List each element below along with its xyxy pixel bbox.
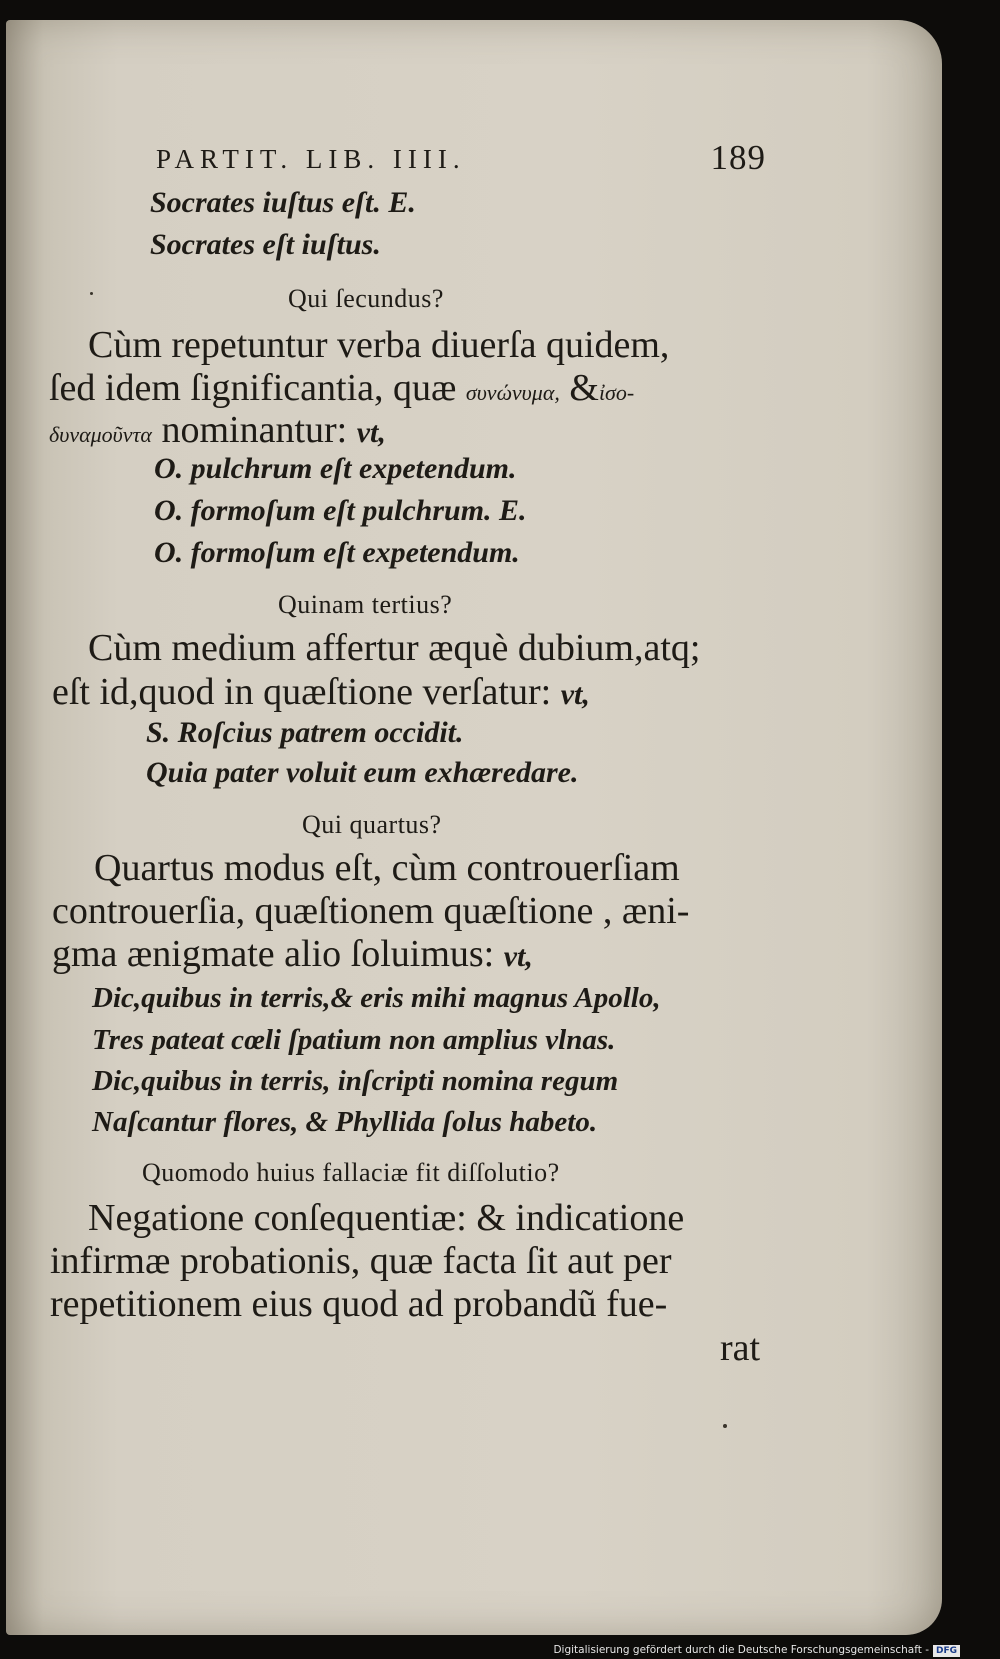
credit-text: Digitalisierung gefördert durch die Deutsche Forschungsgemeinschaft -	[553, 1644, 929, 1656]
greek-word: δυναμοῦντα	[49, 422, 152, 447]
text-line: eſt id,quod in quæſtione verſatur: vt,	[52, 671, 590, 713]
text-line: O. formoſum eſt pulchrum. E.	[154, 494, 527, 527]
dfg-logo: DFG	[933, 1645, 960, 1657]
text-line: infirmæ probationis, quæ facta ſit aut per	[50, 1240, 672, 1282]
text-line: controuerſia, quæſtionem quæſtione , æni-	[52, 890, 690, 932]
text-line: repetitionem eius quod ad probandũ fue-	[50, 1283, 668, 1325]
running-header	[156, 138, 766, 177]
text-line: O. formoſum eſt expetendum.	[154, 536, 520, 569]
question-heading: Quinam tertius?	[278, 590, 453, 619]
text-line: S. Roſcius patrem occidit.	[146, 716, 464, 749]
verse-line: Naſcantur flores, & Phyllida ſolus habeto.	[92, 1106, 598, 1138]
text-line: ſed idem ſignificantia, quæ συνώνυμα, &ἰσο-	[49, 367, 635, 409]
verse-line: Dic,quibus in terris,& eris mihi magnus Apollo,	[92, 982, 661, 1014]
text-line: Socrates eſt iuſtus.	[150, 228, 381, 261]
question-heading: Qui quartus?	[302, 810, 442, 839]
question-heading: Qui ſecundus?	[288, 284, 444, 313]
text-line: Socrates iuſtus eſt. E.	[150, 186, 416, 219]
text-line: Quartus modus eſt, cùm controuerſiam	[94, 847, 680, 889]
page-number: 189	[710, 138, 766, 177]
ink-speck	[90, 292, 93, 295]
page-text	[6, 20, 942, 1635]
running-title: PARTIT. LIB. IIII.	[156, 144, 466, 174]
text-line: Negatione conſequentiæ: & indicatione	[88, 1197, 685, 1239]
greek-word: ἰσο-	[598, 380, 635, 405]
text-line: δυναμοῦντα nominantur: vt,	[49, 409, 386, 451]
catchword: rat	[720, 1327, 761, 1369]
text-line: Cùm medium affertur æquè dubium,atq;	[88, 627, 701, 669]
verse-line: Dic,quibus in terris, inſcripti nomina regum	[92, 1065, 619, 1097]
text-line: Cùm repetuntur verba diuerſa quidem,	[88, 324, 670, 366]
text-line: Quia pater voluit eum exhæredare.	[146, 756, 579, 789]
text-line: gma ænigmate alio ſoluimus: vt,	[52, 933, 533, 975]
ink-speck	[723, 1424, 727, 1428]
question-heading: Quomodo huius fallaciæ fit diſſolutio?	[142, 1158, 560, 1187]
book-page	[6, 20, 942, 1635]
verse-line: Tres pateat cœli ſpatium non amplius vlnas.	[92, 1024, 616, 1056]
greek-word: συνώνυμα,	[465, 380, 560, 405]
digitization-credit	[553, 1644, 960, 1657]
text-line: O. pulchrum eſt expetendum.	[154, 452, 517, 485]
